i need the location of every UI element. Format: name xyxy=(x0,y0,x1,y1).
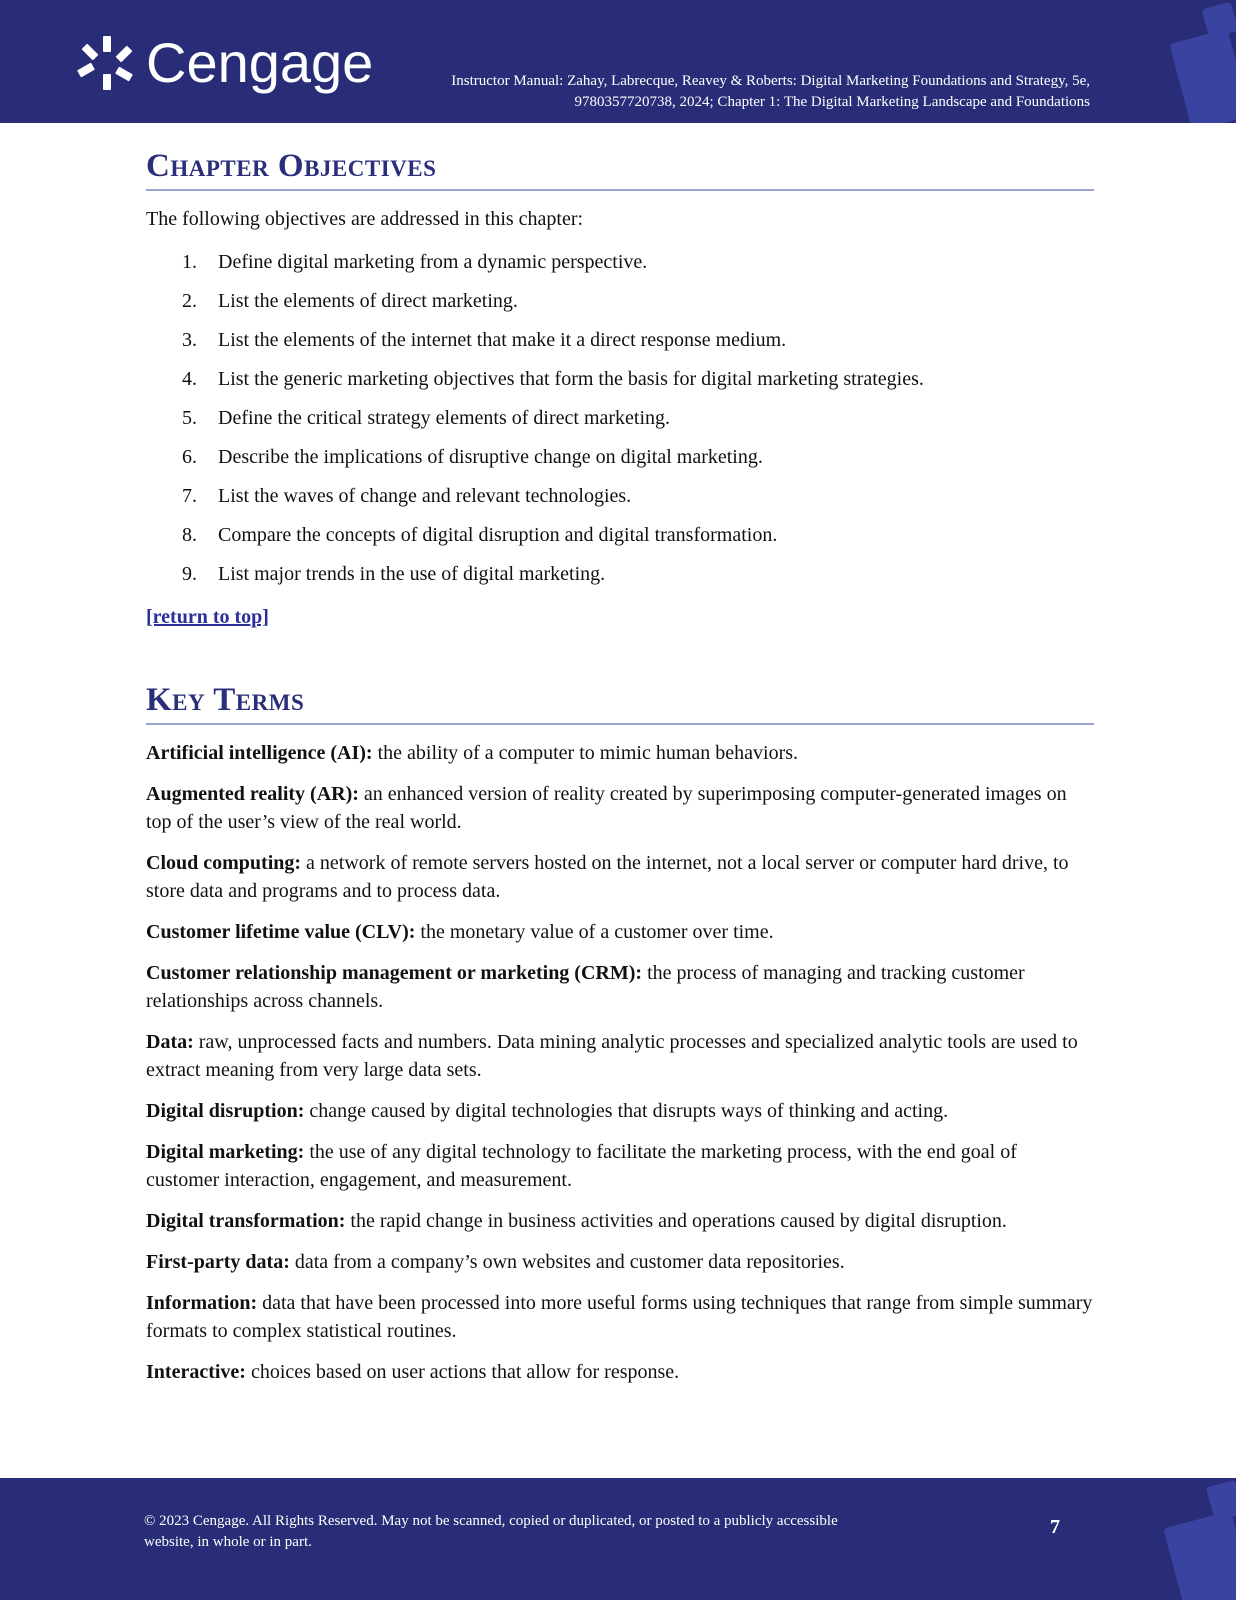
chapter-objectives-section xyxy=(146,148,1094,629)
key-terms-section xyxy=(146,682,1094,1399)
key-term xyxy=(146,1207,1094,1235)
term-name: Interactive: xyxy=(146,1361,246,1383)
item-number: 2. xyxy=(182,290,197,312)
item-number: 8. xyxy=(182,524,197,546)
term-name: Customer relationship management or marketing (CRM): xyxy=(146,962,643,984)
key-terms-list xyxy=(146,739,1094,1386)
term-definition: the use of any digital technology to facilitate the marketing process, with the end goal of customer interaction, engagement, and measurement. xyxy=(146,1141,1017,1191)
term-definition: data from a company’s own websites and customer data repositories. xyxy=(289,1251,845,1273)
term-name: Digital marketing: xyxy=(146,1141,305,1163)
term-definition: the rapid change in business activities and operations caused by digital disruption. xyxy=(345,1210,1007,1232)
objective-item xyxy=(182,555,1094,594)
objectives-list xyxy=(182,243,1094,594)
decorative-shape xyxy=(1169,29,1236,123)
item-text: Define digital marketing from a dynamic perspective. xyxy=(218,251,648,273)
term-name: Information: xyxy=(146,1292,258,1314)
key-term xyxy=(146,739,1094,767)
item-number: 3. xyxy=(182,329,197,351)
item-text: Describe the implications of disruptive change on digital marketing. xyxy=(218,446,763,468)
page-number: 7 xyxy=(1050,1516,1060,1538)
item-text: List the generic marketing objectives that form the basis for digital marketing strategies. xyxy=(218,368,924,390)
key-term xyxy=(146,1289,1094,1345)
term-name: Customer lifetime value (CLV): xyxy=(146,921,416,943)
copyright-text: © 2023 Cengage. All Rights Reserved. May not be scanned, copied or duplicated, or posted to a publicly accessible website, in whole or in part. xyxy=(144,1513,838,1550)
key-term xyxy=(146,1358,1094,1386)
objective-item xyxy=(182,438,1094,477)
objective-item xyxy=(182,282,1094,321)
item-number: 4. xyxy=(182,368,197,390)
page-header xyxy=(0,0,1236,123)
term-definition: the process of managing and tracking customer relationships across channels. xyxy=(146,962,1025,1012)
item-text: List the waves of change and relevant technologies. xyxy=(218,485,632,507)
item-number: 5. xyxy=(182,407,197,429)
item-text: List the elements of direct marketing. xyxy=(218,290,518,312)
header-line-1: Instructor Manual: Zahay, Labrecque, Reavey & Roberts: Digital Marketing Foundations and Strategy, 5e, xyxy=(451,73,1090,89)
term-name: Digital disruption: xyxy=(146,1100,305,1122)
logo-text: Cengage xyxy=(146,31,374,94)
term-name: Augmented reality (AR): xyxy=(146,783,359,805)
key-term xyxy=(146,849,1094,905)
item-text: Compare the concepts of digital disruption and digital transformation. xyxy=(218,524,778,546)
term-name: Cloud computing: xyxy=(146,852,302,874)
header-citation xyxy=(451,71,1090,113)
decorative-shape xyxy=(1202,2,1236,39)
decorative-shape xyxy=(1163,1511,1236,1600)
term-name: Data: xyxy=(146,1031,194,1053)
key-term xyxy=(146,1138,1094,1194)
key-term xyxy=(146,1097,1094,1125)
item-number: 6. xyxy=(182,446,197,468)
term-definition: choices based on user actions that allow for response. xyxy=(245,1361,680,1383)
key-term xyxy=(146,959,1094,1015)
term-name: Artificial intelligence (AI): xyxy=(146,742,373,764)
key-term xyxy=(146,918,1094,946)
item-number: 7. xyxy=(182,485,197,507)
term-definition: the monetary value of a customer over time. xyxy=(415,921,774,943)
term-name: First-party data: xyxy=(146,1251,290,1273)
term-definition: the ability of a computer to mimic human behaviors. xyxy=(372,742,799,764)
item-text: List the elements of the internet that make it a direct response medium. xyxy=(218,329,787,351)
item-number: 9. xyxy=(182,563,197,585)
item-number: 1. xyxy=(182,251,197,273)
key-term xyxy=(146,1028,1094,1084)
item-text: Define the critical strategy elements of direct marketing. xyxy=(218,407,671,429)
item-text: List major trends in the use of digital marketing. xyxy=(218,563,606,585)
section-heading: Key Terms xyxy=(146,682,1094,725)
objective-item xyxy=(182,399,1094,438)
key-term xyxy=(146,1248,1094,1276)
term-name: Digital transformation: xyxy=(146,1210,346,1232)
page-footer xyxy=(0,1478,1236,1600)
logo-mark-icon xyxy=(76,32,138,94)
header-line-2: 9780357720738, 2024; Chapter 1: The Digital Marketing Landscape and Foundations xyxy=(574,94,1090,110)
objective-item xyxy=(182,516,1094,555)
term-definition: change caused by digital technologies that disrupts ways of thinking and acting. xyxy=(304,1100,949,1122)
objective-item xyxy=(182,360,1094,399)
objectives-intro: The following objectives are addressed in this chapter: xyxy=(146,208,584,230)
return-to-top-link[interactable]: [return to top] xyxy=(146,606,269,628)
term-definition: a network of remote servers hosted on the internet, not a local server or computer hard drive, to store data and programs and to process data. xyxy=(146,852,1069,902)
cengage-logo xyxy=(76,30,373,95)
objective-item xyxy=(182,321,1094,360)
objective-item xyxy=(182,477,1094,516)
objective-item xyxy=(182,243,1094,282)
term-definition: raw, unprocessed facts and numbers. Data mining analytic processes and specialized analytic tools are used to extract meaning from very large data sets. xyxy=(146,1031,1078,1081)
term-definition: data that have been processed into more useful forms using techniques that range from simple summary formats to complex statistical routines. xyxy=(146,1292,1093,1342)
key-term xyxy=(146,780,1094,836)
section-heading: Chapter Objectives xyxy=(146,148,1094,191)
term-definition: an enhanced version of reality created by superimposing computer-generated images on top of the user’s view of the real world. xyxy=(146,783,1067,833)
